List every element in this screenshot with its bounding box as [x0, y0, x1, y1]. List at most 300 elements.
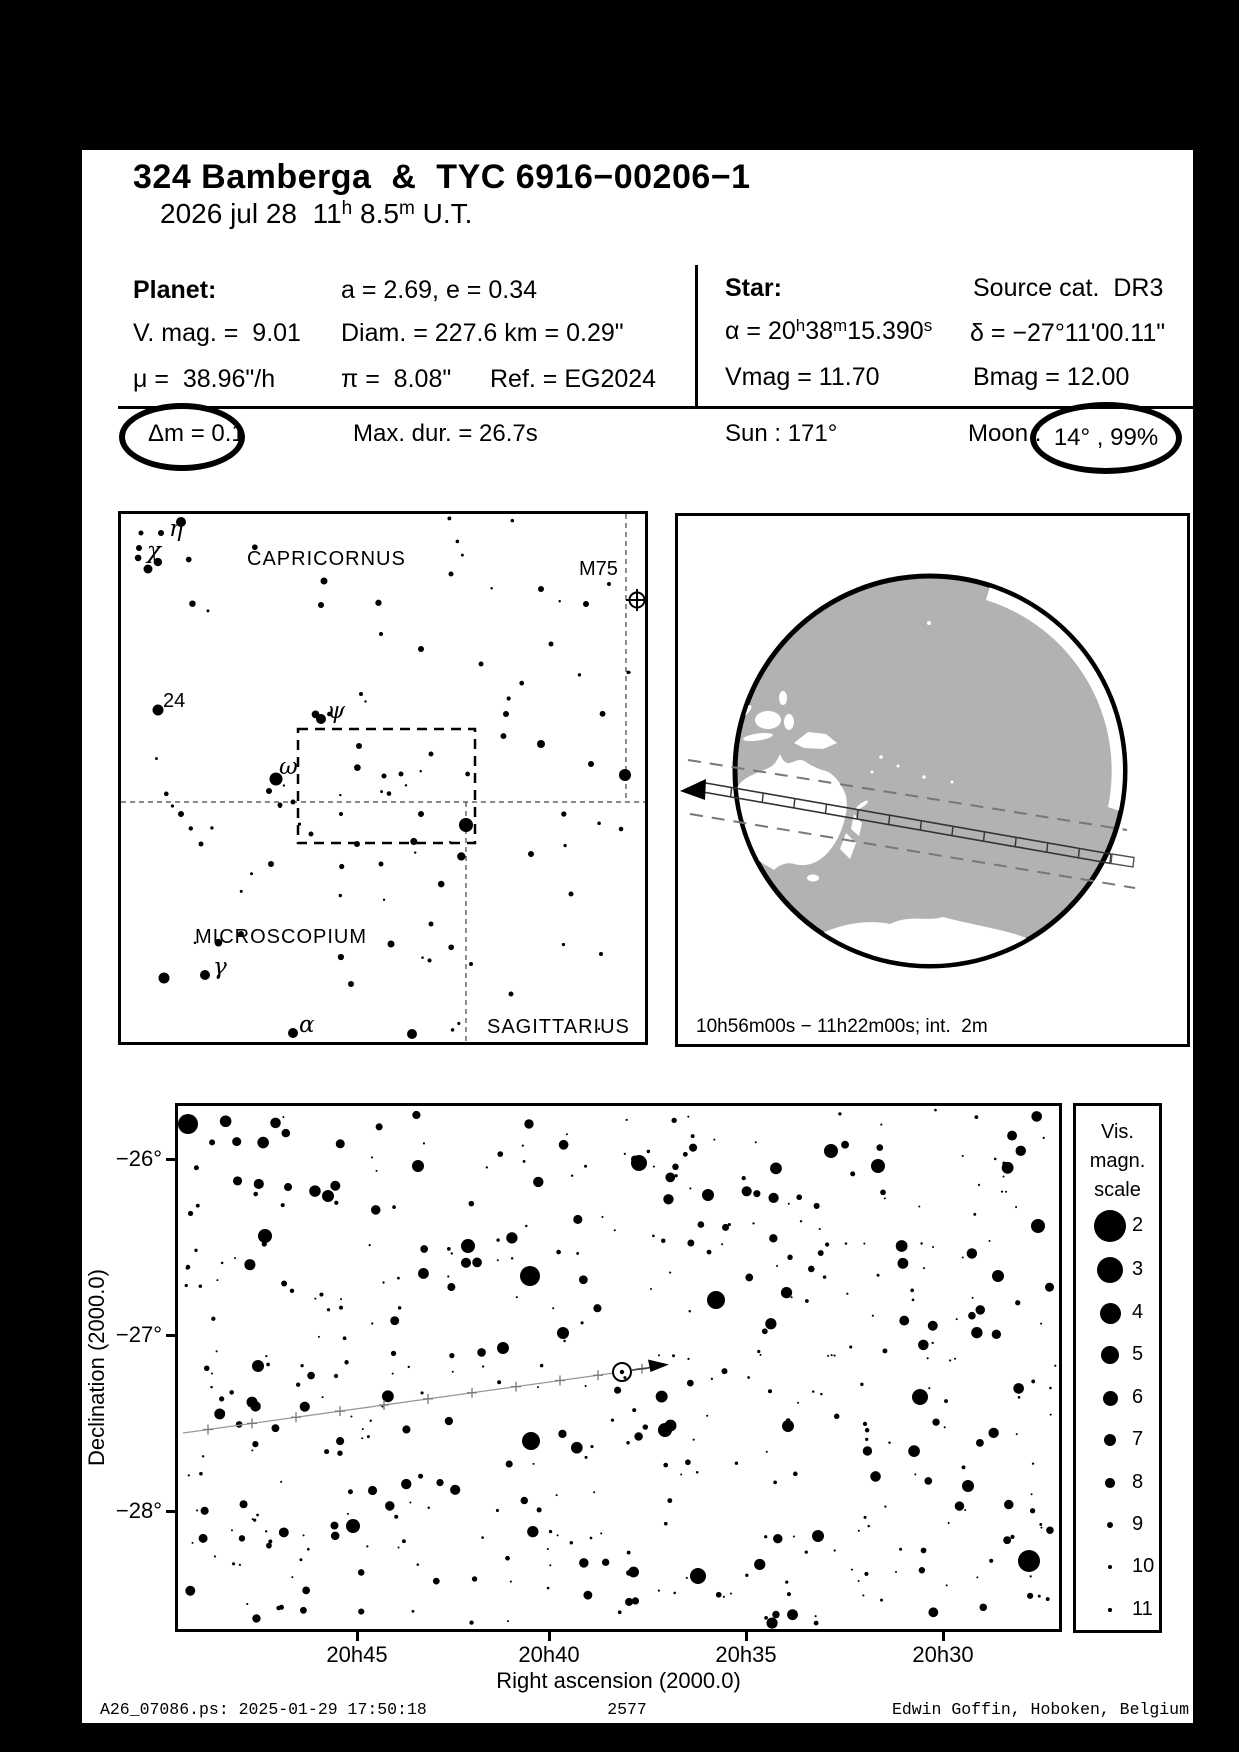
- star-dot: [1043, 1137, 1045, 1139]
- x-axis-title: Right ascension (2000.0): [496, 1668, 741, 1693]
- star-dot: [278, 805, 281, 808]
- magnitude-drop: Δm = 0.1: [148, 420, 245, 447]
- star-dot: [912, 1299, 915, 1302]
- star-dot: [962, 1257, 964, 1259]
- star-dot: [387, 791, 392, 796]
- star-dot: [312, 711, 320, 719]
- star-dot: [975, 1305, 985, 1315]
- finder-chart-panel: [118, 511, 648, 1045]
- star-dot: [1016, 1433, 1018, 1435]
- star-dot: [501, 733, 507, 739]
- star-dot: [298, 823, 301, 826]
- star-dot: [788, 1203, 790, 1205]
- star-dot: [928, 1321, 938, 1331]
- star-dot: [805, 1299, 809, 1303]
- star-dot: [281, 1280, 287, 1286]
- legend-magnitude-dot: [1104, 1434, 1116, 1446]
- star-dot: [538, 586, 544, 592]
- star-dot: [347, 1513, 349, 1515]
- field-of-view-rectangle: [298, 729, 475, 843]
- star-dot: [519, 681, 524, 686]
- sun-elongation: Sun : 171°: [725, 420, 838, 447]
- star-dot: [540, 1364, 544, 1368]
- star-dot: [376, 1123, 383, 1130]
- star-dot: [693, 1439, 695, 1441]
- star-dot: [819, 1228, 821, 1230]
- star-dot: [420, 1245, 428, 1253]
- star-dot: [331, 1522, 339, 1530]
- finder-star-field: [135, 516, 631, 1039]
- star-dot: [797, 1402, 799, 1404]
- star-label-omega: ω: [279, 754, 298, 780]
- star-dot: [768, 1389, 772, 1393]
- star-dot: [944, 1399, 948, 1403]
- star-dot: [827, 1355, 829, 1357]
- star-dot: [1001, 1190, 1003, 1192]
- star-dot: [189, 826, 193, 830]
- star-dot: [764, 1616, 768, 1620]
- star-dot: [291, 800, 296, 805]
- star-dot: [461, 554, 464, 557]
- star-dot: [339, 864, 344, 869]
- star-dot: [614, 1229, 616, 1231]
- star-dot: [379, 862, 384, 867]
- star-dot: [429, 922, 434, 927]
- star-dot: [229, 1390, 234, 1395]
- star-dot: [221, 1262, 224, 1265]
- star-dot: [971, 1327, 982, 1338]
- star-dot: [299, 1558, 302, 1561]
- band-rung: [920, 821, 921, 831]
- star-dot: [858, 1530, 860, 1532]
- star-dot: [523, 1160, 526, 1163]
- path-end-cap: [1111, 854, 1134, 867]
- star-dot: [685, 1459, 691, 1465]
- star-dot: [239, 1564, 241, 1566]
- star-dot: [307, 1372, 315, 1380]
- prediction-page: [82, 150, 1193, 1723]
- star-dot: [742, 1176, 746, 1180]
- star-dot: [973, 1213, 976, 1216]
- star-dot: [698, 1221, 705, 1228]
- star-dot: [590, 1445, 593, 1448]
- star-dot: [185, 1586, 195, 1596]
- star-dot: [219, 1396, 224, 1401]
- star-dot: [281, 1203, 285, 1207]
- star-dot: [371, 1205, 381, 1215]
- star-dot: [944, 1426, 946, 1428]
- band-rung: [731, 788, 732, 798]
- star-dot: [412, 1610, 415, 1613]
- star-dot: [686, 1577, 688, 1579]
- star-dot: [793, 1472, 798, 1477]
- star-dot: [239, 1535, 245, 1541]
- star-dot: [1031, 1111, 1042, 1122]
- star-dot: [919, 1567, 925, 1573]
- star-dot: [626, 1570, 632, 1576]
- star-dot: [949, 1359, 951, 1361]
- star-dot: [207, 609, 210, 612]
- star-dot: [658, 1354, 660, 1356]
- star-dot: [461, 1239, 475, 1253]
- star-dot: [841, 1141, 849, 1149]
- m75-label: M75: [579, 558, 618, 580]
- star-dot: [511, 1257, 513, 1259]
- star-chart-graphics: [178, 1106, 1059, 1629]
- star-dot: [303, 1534, 305, 1536]
- star-dot: [547, 1548, 549, 1550]
- star-dot: [588, 761, 594, 767]
- star-dot: [863, 1446, 872, 1455]
- star-dot: [747, 1376, 750, 1379]
- star-field: [178, 1109, 1056, 1629]
- star-dot: [359, 692, 363, 696]
- star-dot: [918, 1340, 929, 1351]
- star-dot: [326, 1450, 329, 1453]
- star-dot: [282, 1116, 284, 1118]
- star-dot: [136, 545, 142, 551]
- star-dot: [523, 1270, 525, 1272]
- star-dot: [204, 1365, 210, 1371]
- star-dot: [680, 1473, 682, 1475]
- star-dot: [711, 1378, 713, 1380]
- star-dot: [210, 1386, 213, 1389]
- star-dot: [361, 1437, 363, 1439]
- star-dot: [562, 943, 565, 946]
- star-dot: [520, 1266, 540, 1286]
- star-dot: [745, 1574, 748, 1577]
- star-dot: [920, 1242, 922, 1244]
- star-dot: [882, 1348, 887, 1353]
- star-dot: [1018, 1550, 1040, 1572]
- star-dot: [486, 1166, 488, 1168]
- star-dot: [322, 1190, 334, 1202]
- star-dot: [510, 1581, 512, 1583]
- star-dot: [429, 752, 434, 757]
- star-dot: [401, 1479, 411, 1489]
- star-dot: [597, 822, 601, 826]
- star-dot: [521, 1497, 528, 1504]
- star-dot: [1040, 1527, 1042, 1529]
- star-dot: [863, 1422, 867, 1426]
- track-plus-tick: [467, 1388, 477, 1398]
- star-dot: [556, 1250, 561, 1255]
- planet-vmag: V. mag. = 9.01: [133, 319, 301, 347]
- legend-magnitude-value: 11: [1132, 1598, 1153, 1620]
- star-dot: [291, 1576, 293, 1578]
- star-dot: [525, 1225, 527, 1227]
- star-dot: [210, 826, 213, 829]
- star-dot: [309, 832, 314, 837]
- star-dot: [570, 1541, 573, 1544]
- star-dot: [877, 1274, 880, 1277]
- star-dot: [585, 1385, 587, 1387]
- star-dot: [921, 1548, 927, 1554]
- star-dot: [469, 1620, 473, 1624]
- star-dot: [240, 1500, 248, 1508]
- star-dot: [465, 772, 470, 777]
- star-dot: [805, 1550, 808, 1553]
- star-dot: [469, 1201, 475, 1207]
- star-dot: [870, 1471, 881, 1482]
- star-dot: [865, 1428, 870, 1433]
- star-dot: [380, 790, 383, 793]
- star-dot: [196, 1509, 198, 1511]
- star-chart-panel: [175, 1103, 1062, 1632]
- planet-section-label: Planet:: [133, 276, 217, 304]
- star-dot: [619, 769, 631, 781]
- star-dot: [1027, 1593, 1033, 1599]
- star-dot: [563, 844, 566, 847]
- star-dot: [358, 1569, 365, 1576]
- landmass-tasmania: [807, 875, 819, 882]
- star-dot: [864, 1516, 867, 1519]
- globe-time-caption: 10h56m00s − 11h22m00s; int. 2m: [696, 1016, 988, 1037]
- star-dot: [871, 1159, 885, 1173]
- star-dot: [392, 1373, 394, 1375]
- star-dot: [201, 1507, 209, 1515]
- star-dot: [421, 956, 424, 959]
- star-dot: [472, 1258, 482, 1268]
- star-dot: [825, 1242, 829, 1246]
- star-dot: [867, 1525, 869, 1527]
- path-direction-arrow-icon: [680, 779, 706, 800]
- star-dot: [507, 696, 511, 700]
- star-dot: [321, 578, 328, 585]
- star-dot: [1010, 1535, 1014, 1539]
- star-dot: [398, 1306, 401, 1309]
- star-label-psi: ψ: [327, 698, 346, 724]
- star-dot: [556, 1494, 558, 1496]
- star-dot: [793, 1536, 795, 1538]
- star-dot: [753, 1190, 760, 1197]
- star-dot: [252, 1441, 258, 1447]
- star-dot: [962, 1465, 966, 1469]
- star-dot: [976, 1439, 984, 1447]
- star-dot: [348, 1489, 353, 1494]
- star-dot: [895, 1571, 897, 1573]
- star-dot: [785, 1581, 788, 1584]
- star-dot: [448, 944, 454, 950]
- star-dot: [948, 1522, 950, 1524]
- star-dot: [687, 1380, 694, 1387]
- star-dot: [558, 600, 560, 602]
- star-dot: [537, 740, 545, 748]
- star-dot: [346, 1519, 360, 1533]
- band-rung: [1078, 848, 1079, 858]
- star-dot: [155, 757, 158, 760]
- y-tick-mark: [166, 1510, 175, 1513]
- star-dot: [477, 1348, 486, 1357]
- star-dot: [1015, 1206, 1017, 1208]
- star-dot: [240, 890, 243, 893]
- planet-orbit-elements: a = 2.69, e = 0.34: [341, 276, 537, 304]
- star-dot: [823, 1275, 826, 1278]
- planet-motion-mu: μ = 38.96"/h: [133, 365, 276, 393]
- star-bmag: Bmag = 12.00: [973, 363, 1130, 391]
- star-dot: [382, 774, 387, 779]
- star-dot: [280, 1481, 282, 1483]
- star-label-gamma: γ: [213, 954, 227, 980]
- star-dot: [447, 1283, 455, 1291]
- star-dot: [581, 1321, 584, 1324]
- star-dot: [934, 1109, 937, 1112]
- star-dot: [300, 1607, 307, 1614]
- star-dot: [388, 941, 395, 948]
- star-dot: [522, 1432, 540, 1450]
- star-dot: [318, 1336, 320, 1338]
- star-dot: [914, 1473, 916, 1475]
- star-dot: [185, 1284, 188, 1287]
- star-dot: [716, 1592, 722, 1598]
- star-dot: [722, 1224, 729, 1231]
- star-dot: [472, 1576, 477, 1581]
- star-dot: [752, 1222, 754, 1224]
- star-dot: [864, 1572, 868, 1576]
- star-dot: [757, 1350, 760, 1353]
- star-dot: [246, 1603, 248, 1605]
- star-dot: [436, 1479, 443, 1486]
- star-dot: [689, 1144, 697, 1152]
- star-dot: [860, 1383, 863, 1386]
- x-tick-label: 20h45: [326, 1642, 388, 1667]
- star-dot: [410, 838, 417, 845]
- legend-title: Vis. magn. scale: [1089, 1121, 1146, 1201]
- star-dot: [376, 1170, 378, 1172]
- star-dot: [1038, 1595, 1041, 1598]
- star-dot: [1032, 1462, 1034, 1464]
- star-dot: [409, 1501, 411, 1503]
- star-dot: [707, 1291, 725, 1309]
- star-dot: [302, 1586, 310, 1594]
- star-dot: [350, 1415, 352, 1417]
- footer-author: Edwin Goffin, Hoboken, Belgium: [891, 1700, 1189, 1719]
- star-dot: [689, 1187, 691, 1189]
- star-dot: [433, 1578, 440, 1585]
- star-dot: [284, 1183, 292, 1191]
- star-dot: [845, 1242, 847, 1244]
- star-dot: [691, 1134, 695, 1138]
- x-tick-label: 20h30: [912, 1642, 974, 1667]
- star-dot: [339, 794, 341, 796]
- star-dot: [192, 1542, 194, 1544]
- star-dot: [307, 1548, 310, 1551]
- y-tick-label: −28°: [115, 1498, 162, 1523]
- star-dot: [447, 1275, 449, 1277]
- star-dot: [833, 1549, 835, 1551]
- legend-magnitude-dot: [1108, 1608, 1111, 1611]
- star-dot: [672, 1354, 675, 1357]
- star-dot: [194, 1165, 199, 1170]
- star-dot: [159, 973, 170, 984]
- star-declination: δ = −27°11'00.11": [970, 319, 1166, 347]
- star-dot: [962, 1155, 964, 1157]
- star-dot: [153, 705, 164, 716]
- star-dot: [976, 1576, 978, 1578]
- band-rung: [762, 793, 763, 803]
- star-dot: [924, 1477, 932, 1485]
- star-dot: [209, 1139, 215, 1145]
- star-dot: [1039, 1523, 1042, 1526]
- x-tick-label: 20h35: [715, 1642, 777, 1667]
- star-dot: [281, 1529, 283, 1531]
- star-dot: [244, 1259, 255, 1270]
- star-dot: [787, 1255, 792, 1260]
- star-dot: [1031, 1380, 1035, 1384]
- star-dot: [687, 1358, 689, 1360]
- star-dot: [253, 1192, 258, 1197]
- star-dot: [451, 1028, 455, 1032]
- star-dot: [647, 1150, 651, 1154]
- finder-chart-graphics: [121, 514, 645, 1042]
- star-dot: [601, 1216, 603, 1218]
- star-dot: [932, 1246, 934, 1248]
- track-plus-tick: [335, 1406, 345, 1416]
- star-dot: [814, 1203, 820, 1209]
- star-dot: [447, 1247, 451, 1251]
- y-tick-label: −26°: [115, 1146, 162, 1171]
- star-dot: [653, 1166, 655, 1168]
- star-dot: [812, 1530, 824, 1542]
- star-dot: [755, 1141, 757, 1143]
- x-tick-label: 20h40: [518, 1642, 580, 1667]
- star-dot: [354, 764, 361, 771]
- star-dot: [279, 1605, 284, 1610]
- star-dot: [522, 1145, 524, 1147]
- motion-arrow-icon: [648, 1360, 669, 1373]
- star-dot: [614, 1387, 621, 1394]
- star-dot: [1003, 1175, 1005, 1177]
- legend-magnitude-value: 2: [1132, 1214, 1144, 1236]
- star-dot: [626, 671, 630, 675]
- star-dot: [420, 1391, 423, 1394]
- star-dot: [566, 1133, 568, 1135]
- star-dot: [354, 841, 360, 847]
- star-dot: [1046, 1597, 1050, 1601]
- star-dot: [899, 1548, 902, 1551]
- star-dot: [398, 1546, 400, 1548]
- star-dot: [968, 1312, 976, 1320]
- legend-magnitude-value: 6: [1132, 1386, 1144, 1408]
- band-rung: [984, 832, 985, 842]
- star-dot: [884, 1197, 886, 1199]
- star-dot: [707, 1250, 712, 1255]
- star-dot: [865, 1438, 868, 1441]
- star-dot: [533, 1463, 535, 1465]
- star-right-ascension: $\alpha = 20^h38^m15.390^s$: [725, 316, 933, 345]
- star-dot: [851, 1569, 853, 1571]
- star-dot: [849, 1346, 852, 1349]
- star-dot: [576, 1252, 579, 1255]
- star-dot: [1031, 1493, 1033, 1495]
- star-dot: [371, 1322, 373, 1324]
- star-dot: [658, 1589, 660, 1591]
- star-dot: [773, 1481, 777, 1485]
- constellation-label-sagittarius: SAGITTARIUS: [487, 1016, 630, 1038]
- star-dot: [932, 1342, 934, 1344]
- star-dot: [507, 1620, 509, 1622]
- star-dot: [271, 1424, 279, 1432]
- star-dot: [216, 1350, 218, 1352]
- page-title: 324 Bamberga & TYC 6916−00206−1: [133, 158, 751, 196]
- star-dot: [772, 1611, 779, 1618]
- star-dot: [331, 1532, 340, 1541]
- star-dot: [266, 788, 272, 794]
- star-dot: [770, 1162, 782, 1174]
- star-dot: [391, 1351, 396, 1356]
- star-dot: [270, 1118, 281, 1129]
- star-dot: [858, 1580, 860, 1582]
